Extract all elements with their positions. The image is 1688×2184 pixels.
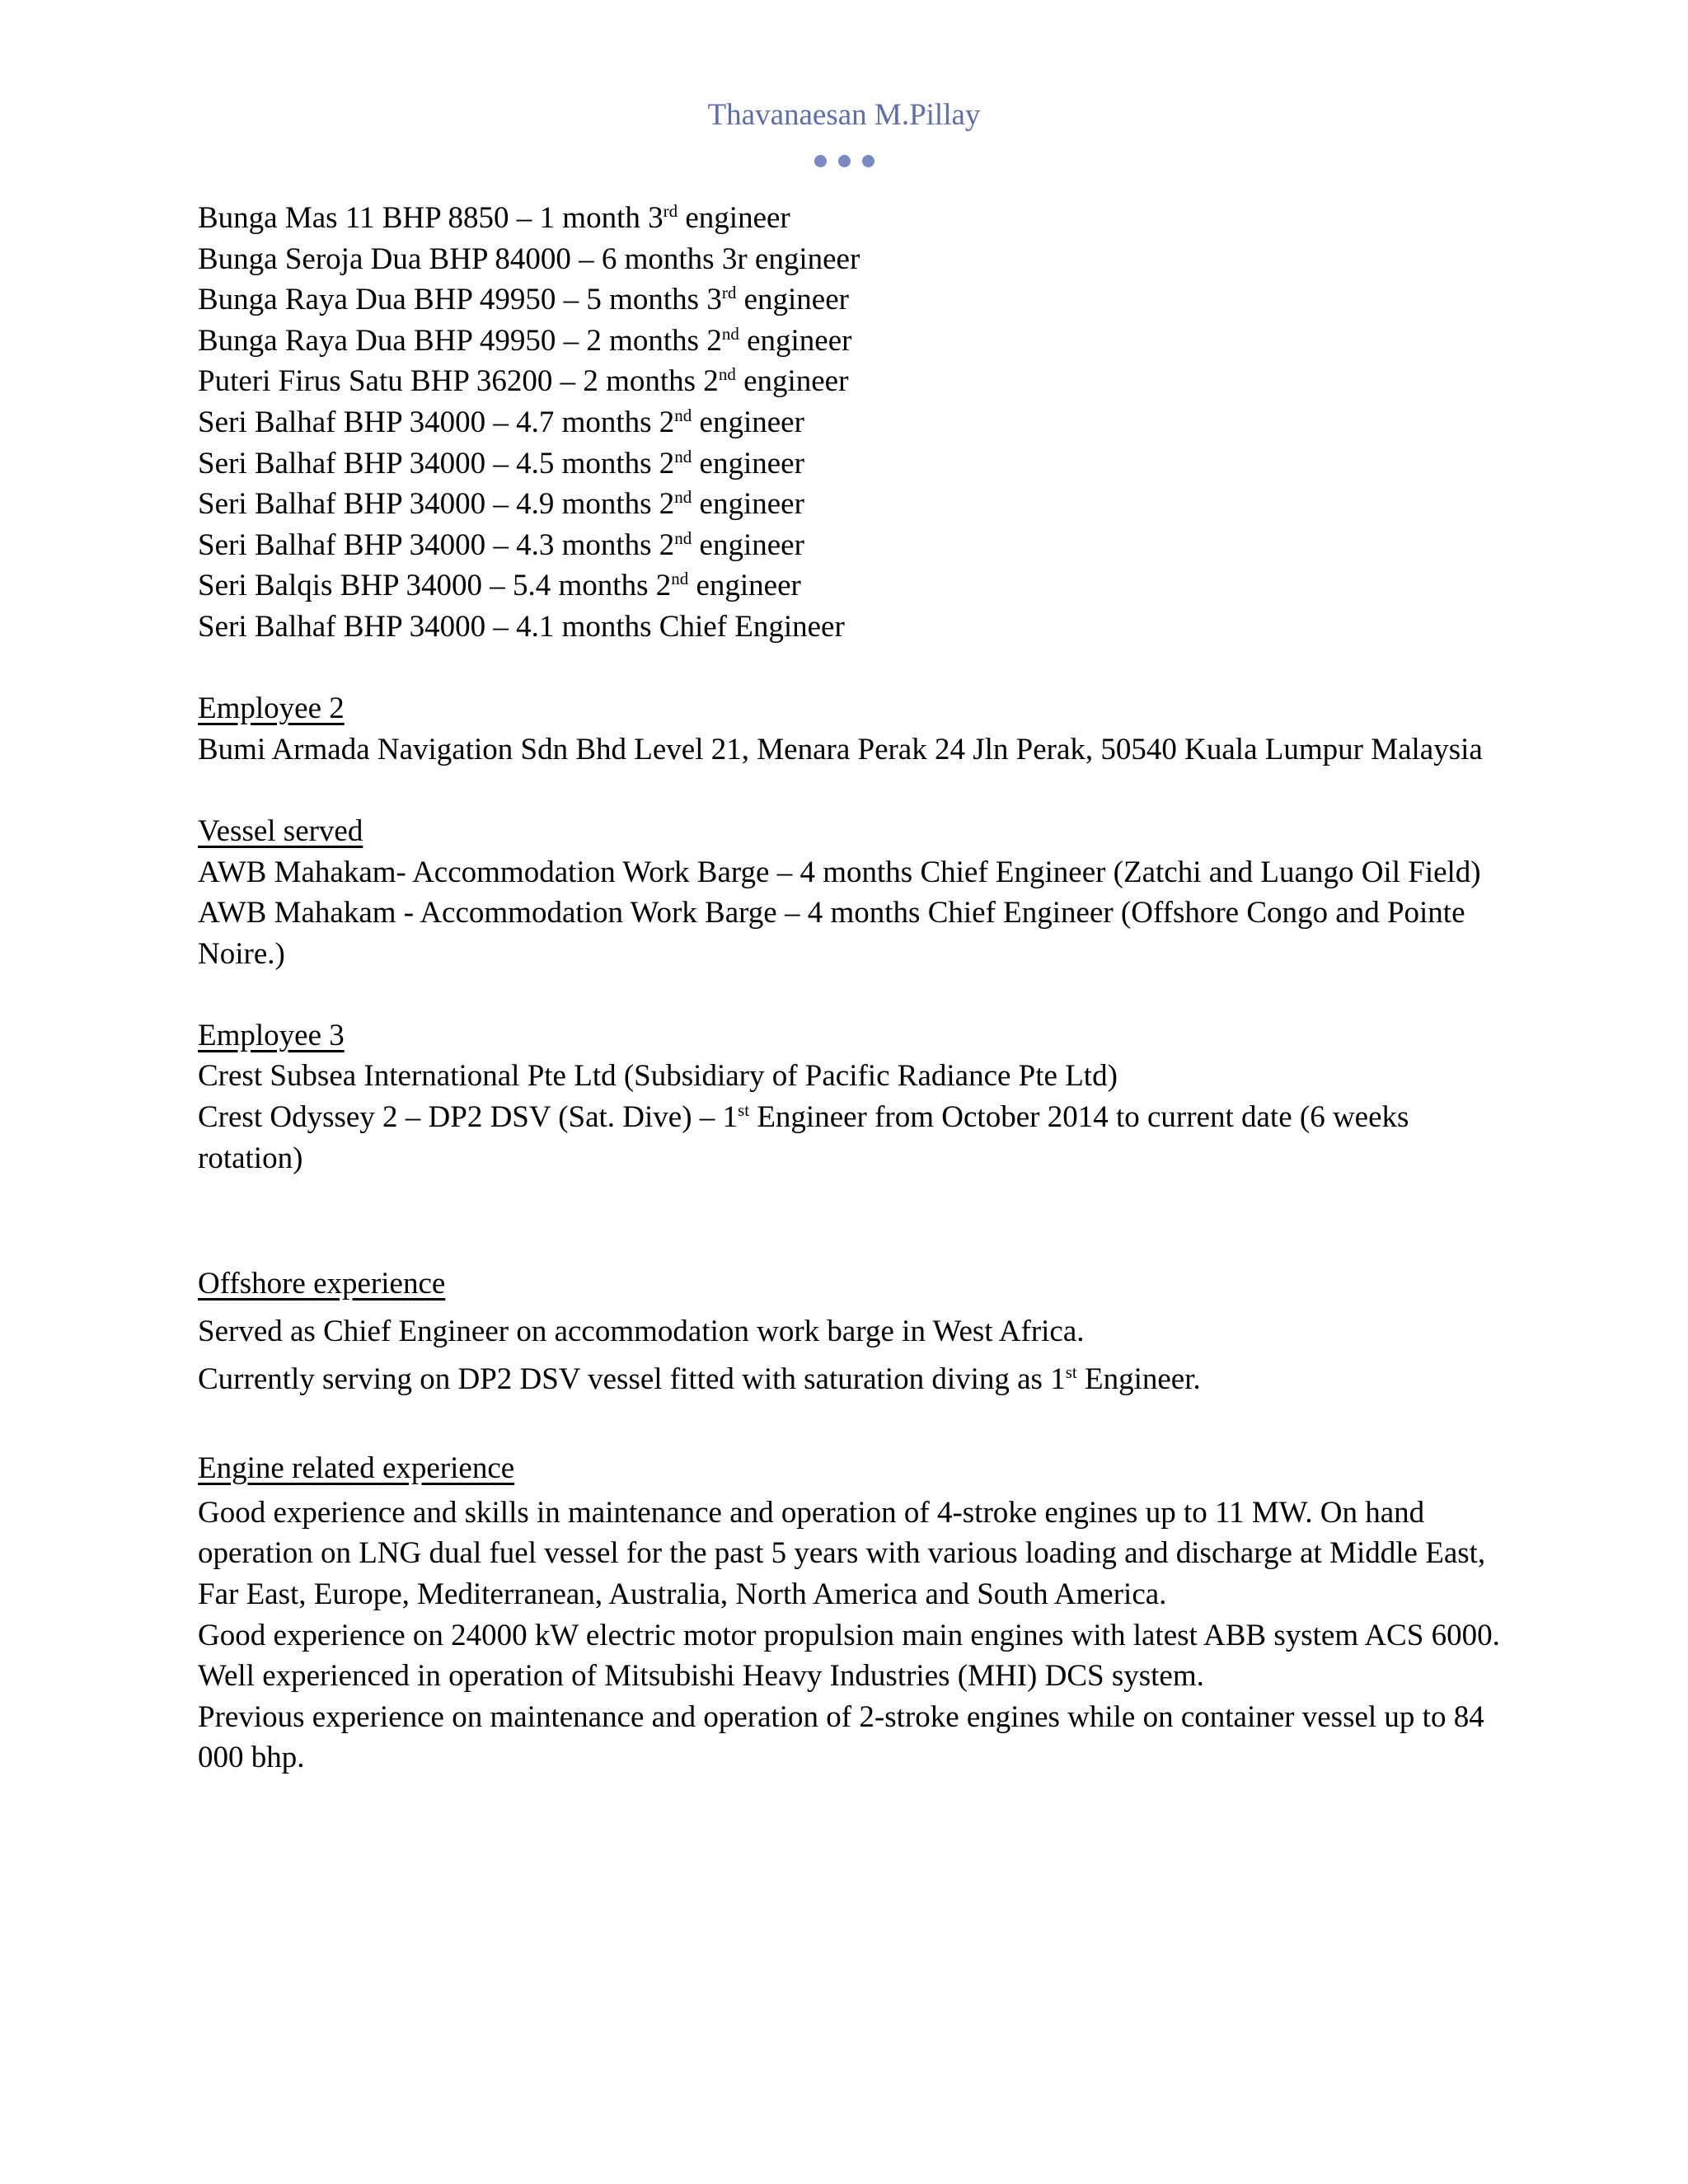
vessel-entry: Bunga Seroja Dua BHP 84000 – 6 months 3r engineer [198,241,860,276]
vessel-served-section [198,811,1500,974]
engine-paragraph: Previous experience on maintenance and operation of 2-stroke engines while on container vessel up to 84 000 bhp. [198,1699,1484,1775]
vessel-entry: Seri Balhaf BHP 34000 – 4.7 months 2nd engineer [198,405,804,439]
vessel-entry: Seri Balqis BHP 34000 – 5.4 months 2nd engineer [198,569,801,603]
header-name: Thavanaesan M.Pillay [707,98,981,132]
dot-icon [814,155,827,167]
vessel-history-list [198,198,1500,648]
current-position: Crest Odyssey 2 – DP2 DSV (Sat. Dive) – 1st Engineer from October 2014 to current date (6 weeks rotation) [198,1100,1409,1175]
dot-icon [838,155,851,167]
vessel-entry: Seri Balhaf BHP 34000 – 4.5 months 2nd engineer [198,446,804,480]
vessel-entry: Seri Balhaf BHP 34000 – 4.1 months Chief Engineer [198,609,845,644]
vessel-entry: Bunga Raya Dua BHP 49950 – 5 months 3rd engineer [198,283,849,317]
vessel-entry: Bunga Raya Dua BHP 49950 – 2 months 2nd engineer [198,323,852,358]
engine-experience-section [198,1445,1500,1779]
section-heading: Employee 2 [198,691,345,726]
engine-paragraph: Well experienced in operation of Mitsubishi Heavy Industries (MHI) DCS system. [198,1659,1204,1694]
offshore-experience-section [198,1260,1500,1404]
employee-2-section [198,688,1500,770]
header-dots-decoration [0,155,1688,171]
spacer [198,1179,1500,1260]
section-heading: Offshore experience [198,1267,446,1301]
employer-address: Bumi Armada Navigation Sdn Bhd Level 21, Menara Perak 24 Jln Perak, 50540 Kuala Lumpur Malaysia [198,732,1483,766]
spacer [198,974,1500,1015]
employer-name: Crest Subsea International Pte Ltd (Subsidiary of Pacific Radiance Pte Ltd) [198,1059,1118,1094]
resume-body [198,198,1500,1779]
engine-paragraph: Good experience on 24000 kW electric motor propulsion main engines with latest ABB system ACS 6000. [198,1618,1500,1652]
vessel-entry: Seri Balhaf BHP 34000 – 4.3 months 2nd engineer [198,527,804,562]
vessel-entry: Seri Balhaf BHP 34000 – 4.9 months 2nd engineer [198,487,804,522]
offshore-line: Currently serving on DP2 DSV vessel fitted with saturation diving as 1st Engineer. [198,1362,1201,1397]
vessel-served-item: AWB Mahakam- Accommodation Work Barge – 4 months Chief Engineer (Zatchi and Luango Oil Field) [198,855,1481,889]
vessel-entry: Puteri Firus Satu BHP 36200 – 2 months 2nd engineer [198,364,849,399]
employee-3-section [198,1015,1500,1179]
vessel-served-item: AWB Mahakam - Accommodation Work Barge – 4 months Chief Engineer (Offshore Congo and Pointe Noire.) [198,896,1465,971]
spacer [198,648,1500,689]
section-heading: Engine related experience [198,1451,515,1485]
dot-icon [862,155,874,167]
section-heading: Vessel served [198,813,363,848]
engine-paragraph: Good experience and skills in maintenance and operation of 4-stroke engines up to 11 MW. On hand operation on LNG dual fuel vessel for the past 5 years with various loading and discharge at Middle East, Far East, Europe, Mediterranean, Australia, North America and South America. [198,1495,1486,1612]
offshore-line: Served as Chief Engineer on accommodation work barge in West Africa. [198,1315,1085,1349]
spacer [198,1404,1500,1445]
section-heading: Employee 3 [198,1018,345,1052]
spacer [198,770,1500,811]
vessel-entry: Bunga Mas 11 BHP 8850 – 1 month 3rd engineer [198,201,790,235]
